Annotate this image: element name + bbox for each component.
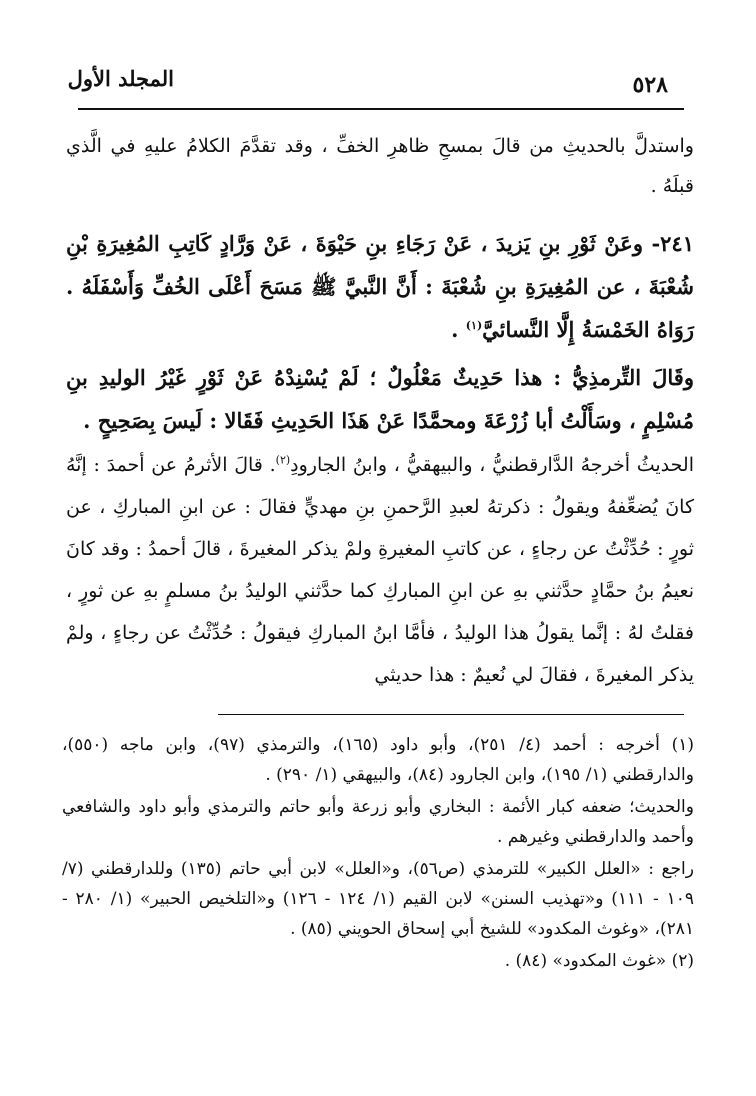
footnote-divider	[218, 714, 684, 715]
intro-paragraph: واستدلَّ بالحديثِ من قالَ بمسحِ ظاهرِ الخفِّ ، وقد تقدَّمَ الكلامُ عليهِ في الَّذي قبلَهُ .	[66, 135, 694, 197]
commentary-paragraph	[66, 444, 694, 696]
page-number: ٥٢٨	[632, 72, 668, 98]
hadith-paragraph	[66, 222, 694, 351]
hadith-end: .	[451, 317, 466, 342]
commentary-rest: . قالَ الأثرمُ عن أحمدَ : إنَّهُ كانَ يُضعِّفهُ ويقولُ : ذكرتهُ لعبدِ الرَّحمنِ بنِ مهديٍّ فقالَ : عن ابنِ المباركِ ، عن ثورٍ : حُدِّثْتُ عن رجاءٍ ، عن كاتبِ المغيرةِ ولمْ يذكر المغيرةَ ، قالَ أحمدُ : وقد كانَ نعيمُ بنُ حمَّادٍ حدَّثني بهِ عن ابنِ المباركِ كما حدَّثني الوليدُ بنُ مسلمٍ بهِ عن ثورٍ ، فقلتُ لهُ : إنَّما يقولُ هذا الوليدُ ، فأمَّا ابنُ المباركِ فيقولُ : حُدِّثْتُ عن رجاءٍ ، ولمْ يذكر المغيرةَ ، فقالَ لي نُعيمٌ : هذا حديثي	[66, 454, 694, 686]
tirmidhi-paragraph: وقَالَ التِّرمذِيُّ : هذا حَدِيثٌ مَعْلُولٌ ؛ لَمْ يُسْنِدْهُ عَنْ ثَوْرٍ غَيْرُ الوليدِ بنِ مُسْلِمٍ ، وسَأَلْتُ أبا زُرْعَةَ ومحمَّدًا عَنْ هَذَا الحَدِيثِ فَقَالا : لَيسَ بِصَحِيحٍ .	[66, 365, 694, 433]
footnote-ref-2[interactable]: (٢)	[275, 453, 291, 467]
commentary-start: الحديثُ أخرجهُ الدَّارقطنيُّ ، والبيهقيُّ ، وابنُ الجارودِ	[290, 454, 694, 476]
footnote-1-references: راجع : «العلل الكبير» للترمذي (ص٥٦)، و«العلل» لابن أبي حاتم (١٣٥) وللدارقطني (٧/ ١٠٩ - ١١١) و«تهذيب السنن» لابن القيم (١/ ١٢٤ - ١٢٦) و«التلخيص الحبير» (١/ ٢٨٠ - ٢٨١)، «وغوث المكدود» للشيخ أبي إسحاق الحويني (٨٥) .	[62, 859, 694, 939]
footnote-1: (١) أخرجه : أحمد (٤/ ٢٥١)، وأبو داود (١٦٥)، والترمذي (٩٧)، وابن ماجه (٥٥٠)، والدارقطني (١/ ١٩٥)، وابن الجارود (٨٤)، والبيهقي (١/ ٢٩٠) .	[62, 735, 694, 785]
footnote-1-grading: والحديث؛ ضعفه كبار الأئمة : البخاري وأبو زرعة وأبو حاتم والترمذي وأبو داود والشافعي وأحمد والدارقطني وغيرهم .	[62, 797, 694, 847]
hadith-text: ٢٤١- وعَنْ ثَوْرِ بنِ يَزيدَ ، عَنْ رَجَاءِ بنِ حَيْوَةَ ، عَنْ وَرَّادٍ كَاتِبِ المُغِيرَةِ بْنِ شُعْبَةَ ، عن المُغِيرَةِ بنِ شُعْبَةَ : أَنَّ النَّبيَّ ﷺ مَسَحَ أَعْلَى الخُفِّ وَأَسْفَلَهُ . رَوَاهُ الخَمْسَةُ إِلَّا النَّسائيَّ	[66, 231, 694, 342]
footnotes	[62, 730, 694, 976]
running-header-volume: المجلد الأول	[67, 66, 174, 91]
header-divider	[78, 108, 684, 110]
footnote-2: (٢) «غوث المكدود» (٨٤) .	[504, 951, 694, 971]
footnote-ref-1[interactable]: (١)	[465, 319, 483, 332]
